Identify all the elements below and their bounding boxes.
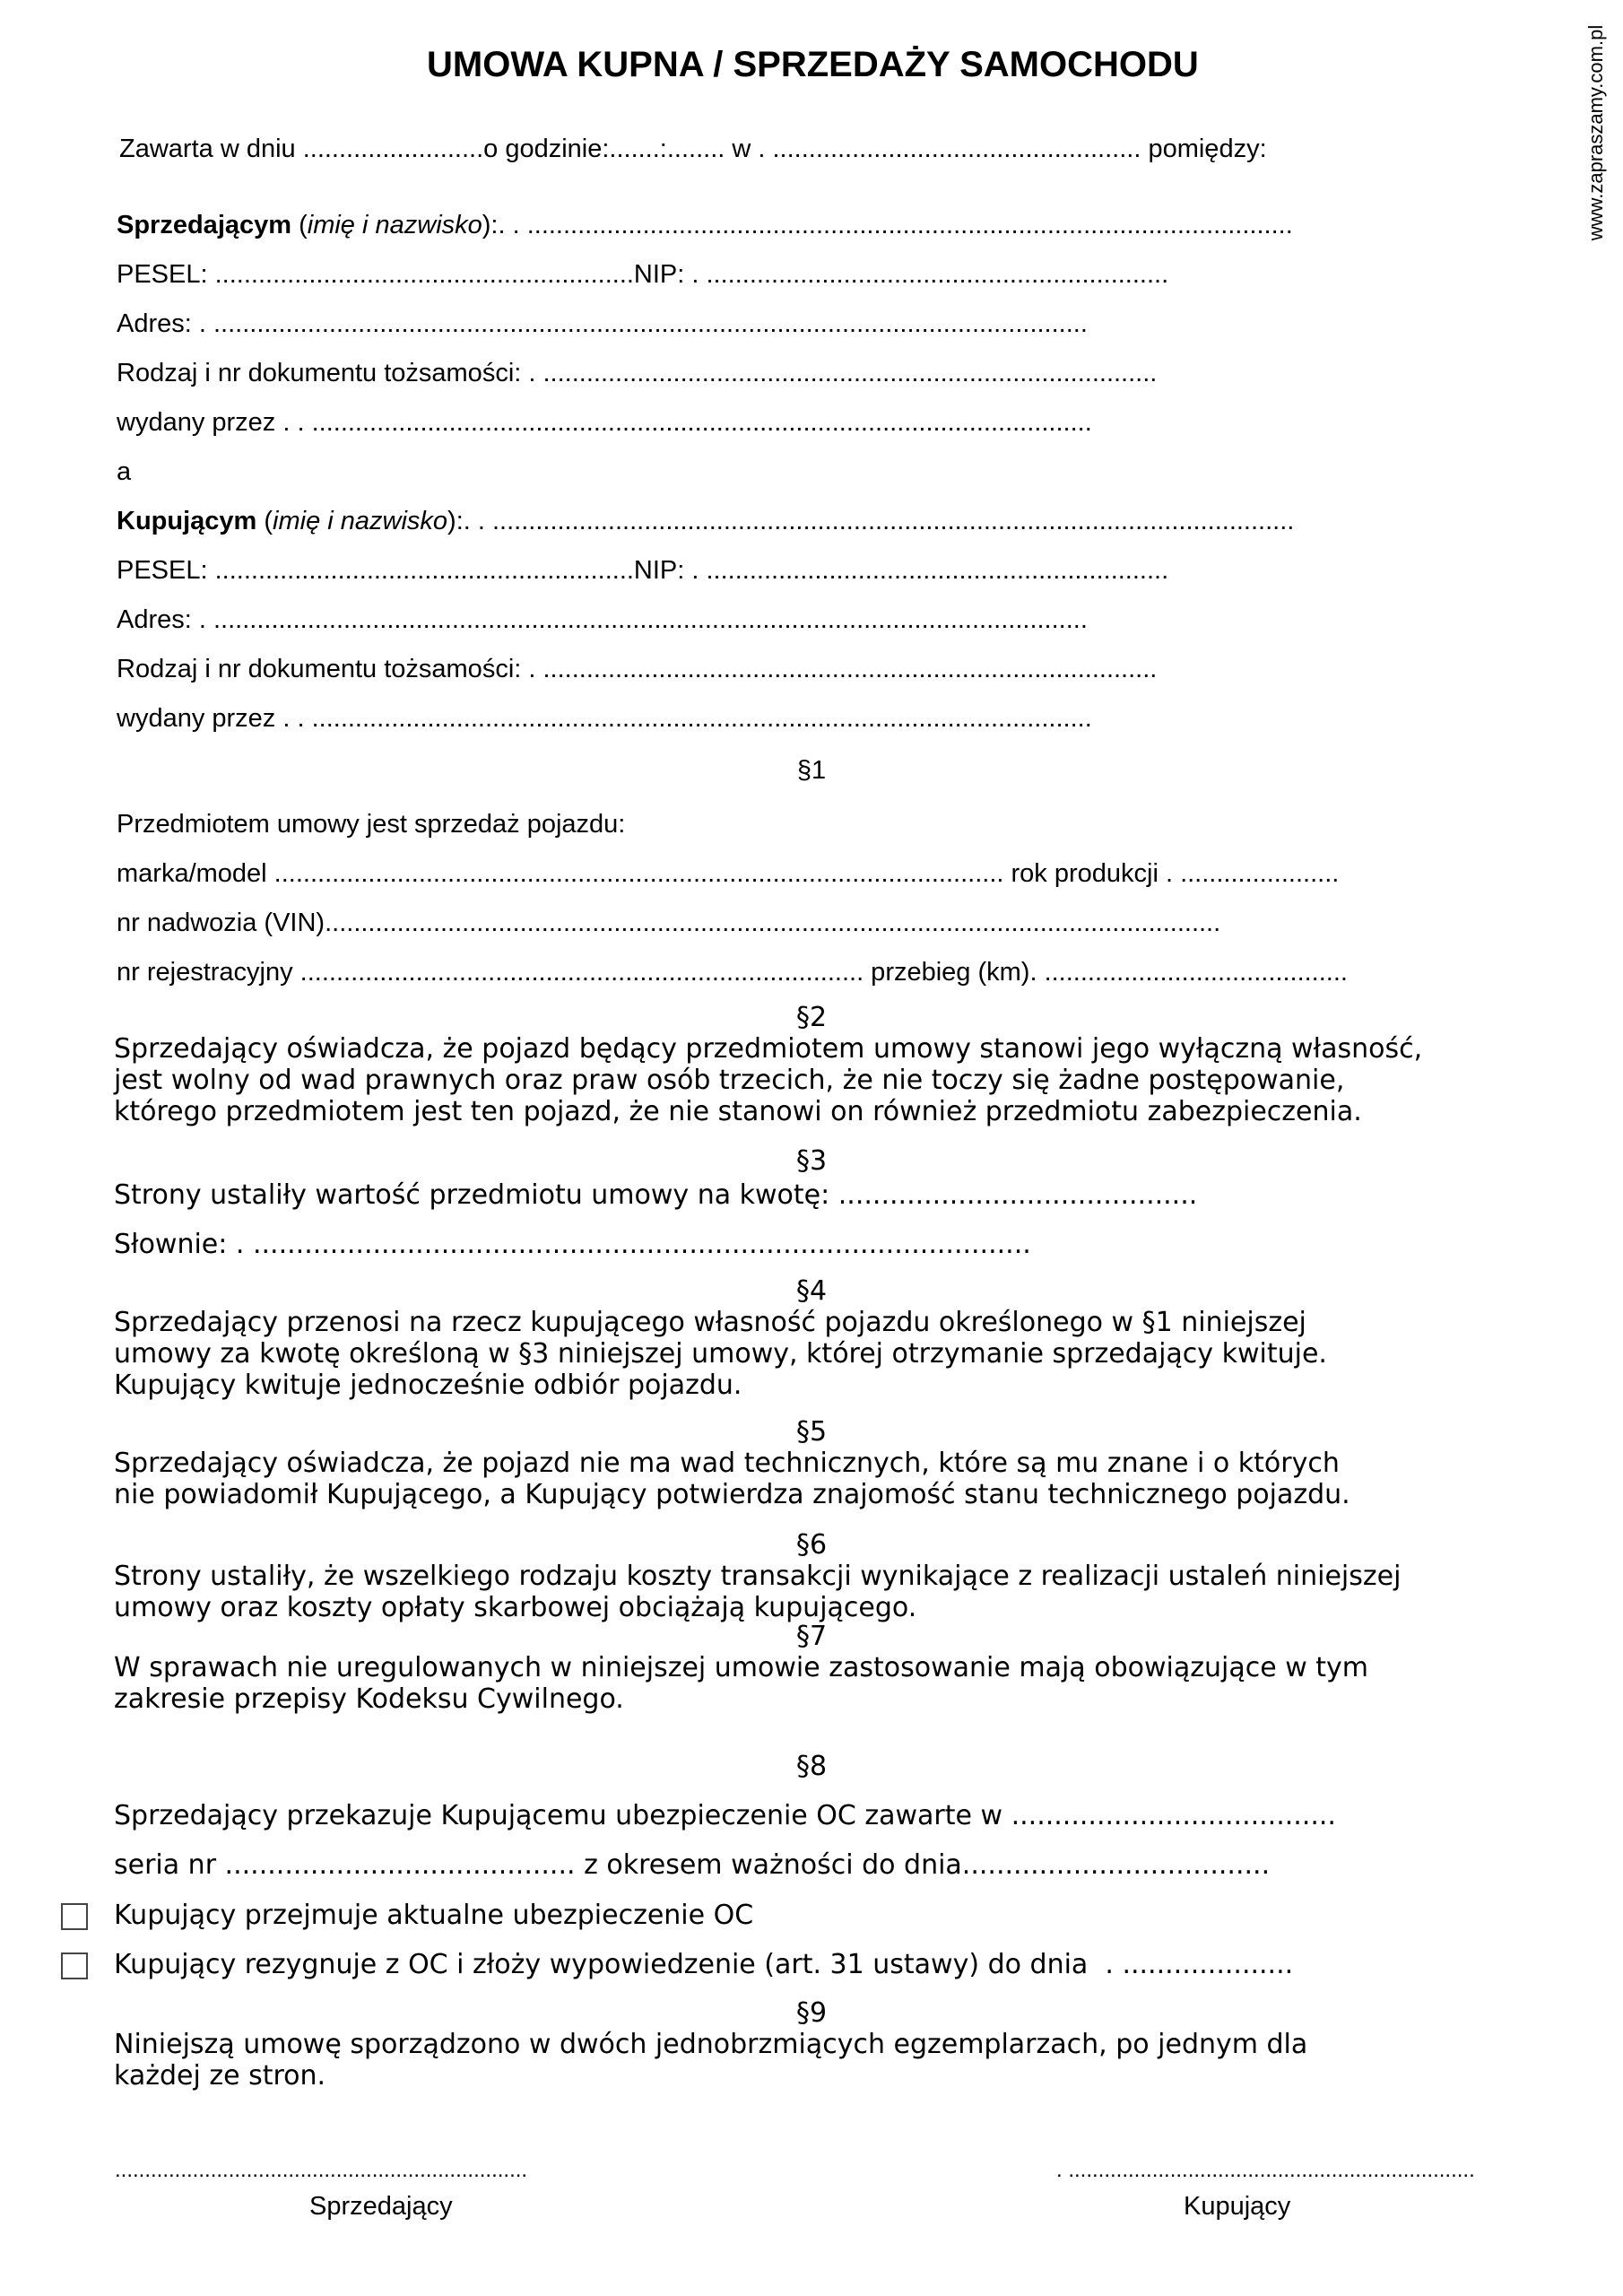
vehicle-make-model-field: marka/model ..................................................................................................... rok produkcji . ...................... — [117, 859, 1340, 888]
section-4-line: Kupujący kwituje jednocześnie odbiór pojazdu. — [114, 1370, 742, 1401]
section-3-heading: §3 — [795, 1145, 828, 1177]
intro-line: Zawarta w dniu .........................o godzinie:.......:........ w . ................................................... pomiędzy: — [119, 135, 1267, 163]
seller-address-field: Adres: . ......................................................................................................................... — [117, 309, 1088, 338]
buyer-pesel-nip-field: PESEL: ..........................................................NIP: . ................................................................ — [117, 556, 1169, 585]
section-9-line: każdej ze stron. — [114, 2060, 326, 2092]
section-1-heading: §1 — [796, 756, 827, 785]
resign-insurance-checkbox[interactable] — [61, 1952, 88, 1979]
seller-label: Sprzedającym — [117, 211, 292, 239]
section-7-line: W sprawach nie uregulowanych w niniejszej umowie zastosowanie mają obowiązujące w tym — [114, 1652, 1369, 1683]
seller-pesel-nip-field: PESEL: ..........................................................NIP: . ................................................................ — [117, 260, 1169, 289]
section-2-line: jest wolny od wad prawnych oraz praw osób trzecich, że nie toczy się żadne postępowanie, — [114, 1065, 1345, 1096]
section-2-line: Sprzedający oświadcza, że pojazd będący przedmiotem umowy stanowi jego wyłączną własność, — [114, 1033, 1423, 1065]
amount-in-words-field: Słownie: . ........................................................................................... — [114, 1229, 1031, 1260]
seller-signature-label: Sprzedający — [309, 2192, 453, 2221]
vehicle-registration-field: nr rejestracyjny .............................................................................. przebieg (km). .......................................... — [117, 958, 1348, 987]
resign-insurance-label: Kupujący rezygnuje z OC i złoży wypowiedzenie (art. 31 ustawy) do dnia . .................... — [114, 1949, 1294, 1980]
section-5-line: Sprzedający oświadcza, że pojazd nie ma wad technicznych, które są mu znane i o których — [114, 1448, 1340, 1479]
section-5-heading: §5 — [795, 1416, 828, 1448]
section-9-heading: §9 — [795, 1997, 828, 2029]
insurance-series-field: seria nr ......................................... z okresem ważności do dnia.................................... — [114, 1849, 1271, 1881]
section-2-line: którego przedmiotem jest ten pojazd, że nie stanowi on również przedmiotu zabezpieczenia. — [114, 1096, 1362, 1127]
seller-heading: Sprzedającym (imię i nazwisko):. . .......................................................................................................... — [117, 211, 1293, 239]
section-4-line: umowy za kwotę określoną w §3 niniejszej umowy, której otrzymanie sprzedający kwituje. — [114, 1338, 1327, 1370]
insurance-company-field: Sprzedający przekazuje Kupującemu ubezpieczenie OC zawarte w ...................................... — [114, 1800, 1336, 1831]
buyer-signature-label: Kupujący — [1184, 2192, 1291, 2221]
seller-id-document-field: Rodzaj i nr dokumentu tożsamości: . ..................................................................................... — [117, 359, 1158, 387]
section-7-heading: §7 — [795, 1621, 828, 1652]
seller-issued-by-field: wydany przez . . ............................................................................................................ — [117, 408, 1092, 437]
conjunction-and: a — [117, 457, 132, 486]
section-8-heading: §8 — [795, 1751, 828, 1782]
section-5-line: nie powiadomił Kupującego, a Kupujący potwierdza znajomość stanu technicznego pojazdu. — [114, 1479, 1350, 1510]
buyer-id-document-field: Rodzaj i nr dokumentu tożsamości: . ..................................................................................... — [117, 655, 1158, 683]
section-2-heading: §2 — [795, 1002, 828, 1033]
seller-signature-line: ..................................................................... — [115, 2158, 528, 2182]
take-over-insurance-label: Kupujący przejmuje aktualne ubezpieczenie OC — [114, 1900, 754, 1931]
buyer-name-field: ):. . ............................................................................................................... — [447, 507, 1295, 535]
vehicle-vin-field: nr nadwozia (VIN)............................................................................................................................ — [117, 909, 1221, 937]
seller-name-hint: imię i nazwisko — [307, 211, 482, 239]
watermark — [1585, 7, 1607, 258]
buyer-label: Kupującym — [117, 507, 257, 535]
take-over-insurance-checkbox[interactable] — [61, 1903, 88, 1930]
section-6-heading: §6 — [795, 1529, 828, 1561]
buyer-address-field: Adres: . ......................................................................................................................... — [117, 605, 1088, 634]
section-7-line: zakresie przepisy Kodeksu Cywilnego. — [114, 1683, 624, 1715]
section-9-line: Niniejszą umowę sporządzono w dwóch jednobrzmiących egzemplarzach, po jednym dla — [114, 2029, 1308, 2060]
section-4-heading: §4 — [795, 1275, 828, 1307]
section-6-line: umowy oraz koszty opłaty skarbowej obciążają kupującego. — [114, 1592, 917, 1623]
buyer-issued-by-field: wydany przez . . ............................................................................................................ — [117, 704, 1092, 733]
buyer-name-hint: imię i nazwisko — [273, 507, 448, 535]
section-4-line: Sprzedający przenosi na rzecz kupującego własność pojazdu określonego w §1 niniejszej — [114, 1307, 1306, 1338]
section-6-line: Strony ustaliły, że wszelkiego rodzaju koszty transakcji wynikające z realizacji ustaleń niniejszej — [114, 1561, 1402, 1592]
watermark-text: www.zapraszamy.com.pl — [1584, 24, 1607, 241]
buyer-heading: Kupującym (imię i nazwisko):. . ............................................................................................................... — [117, 507, 1295, 535]
document-title: UMOWA KUPNA / SPRZEDAŻY SAMOCHODU — [427, 45, 1199, 84]
contract-amount-field: Strony ustaliły wartość przedmiotu umowy na kwotę: .......................................... — [114, 1179, 1198, 1211]
buyer-signature-line: . .................................................................... — [1056, 2158, 1475, 2182]
seller-name-field: ):. . .......................................................................................................... — [482, 211, 1293, 239]
section-1-subject: Przedmiotem umowy jest sprzedaż pojazdu: — [117, 810, 626, 839]
